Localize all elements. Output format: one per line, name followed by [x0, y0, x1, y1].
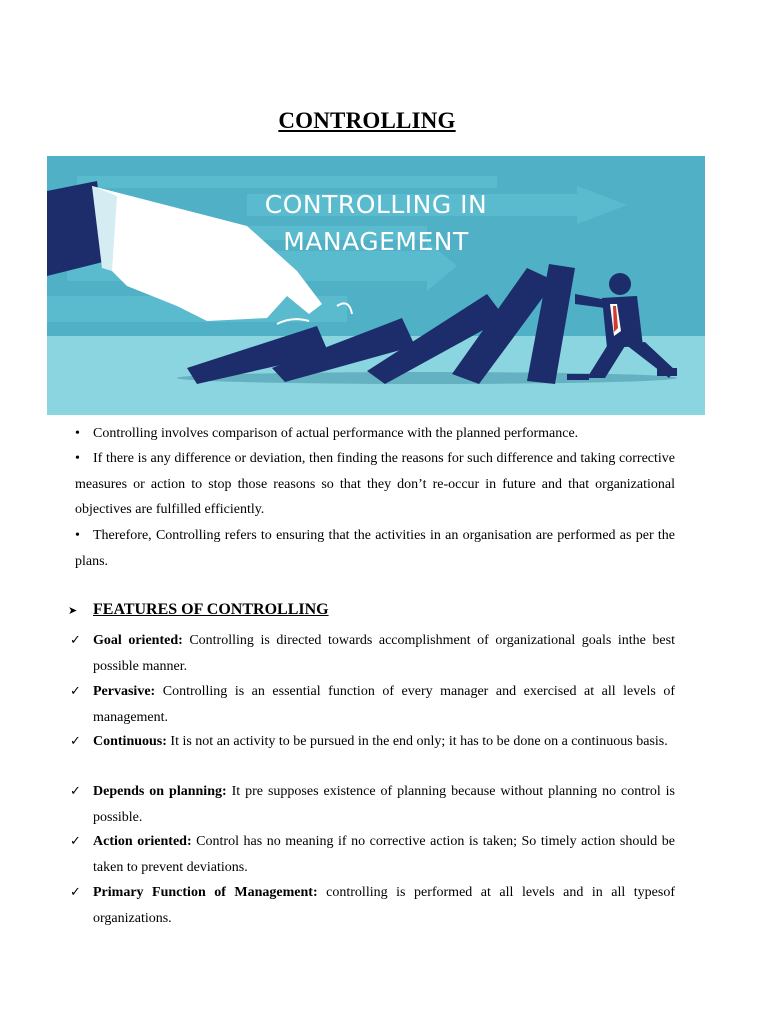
feature-item: ✓ Continuous: It is not an activity to be pursued in the end only; it has to be done on a continuous basis. — [70, 729, 675, 755]
intro-bullet: •Therefore, Controlling refers to ensuring that the activities in an organisation are performed as per the plans. — [75, 523, 675, 574]
features-heading: ➤ FEATURES OF CONTROLLING — [68, 601, 329, 618]
banner-title-line-2: MANAGEMENT — [283, 227, 469, 256]
intro-bullet: •If there is any difference or deviation, then finding the reasons for such difference and taking corrective measures or action to stop those reasons so that they don’t re-occur in future and that organizational objectives are fulfilled efficiently. — [75, 446, 675, 523]
check-icon: ✓ — [70, 684, 81, 699]
check-icon: ✓ — [70, 885, 81, 900]
check-icon: ✓ — [70, 633, 81, 648]
check-icon: ✓ — [70, 734, 81, 749]
bullet-icon — [75, 523, 93, 549]
feature-item: ✓ Pervasive: Controlling is an essential function of every manager and exercised at all levels of management. — [70, 679, 675, 730]
feature-item: ✓ Action oriented: Control has no meaning if no corrective action is taken; So timely action should be taken to prevent deviations. — [70, 829, 675, 880]
page-title: CONTROLLING — [278, 108, 456, 133]
banner-title-line-1: CONTROLLING IN — [264, 190, 488, 219]
feature-item: ✓ Goal oriented: Controlling is directed towards accomplishment of organizational goals inthe best possible manner. — [70, 628, 675, 679]
feature-item: ✓ Depends on planning: It pre supposes existence of planning because without planning no control is possible. — [70, 779, 675, 830]
intro-bullet: •Controlling involves comparison of actual performance with the planned performance. — [75, 421, 675, 447]
bullet-icon — [75, 421, 93, 447]
check-icon: ✓ — [70, 834, 81, 849]
banner-image — [47, 156, 705, 415]
arrow-bullet-icon: ➤ — [68, 604, 78, 617]
check-icon: ✓ — [70, 784, 81, 799]
feature-item: ✓ Primary Function of Management: controlling is performed at all levels and in all typesof organizations. — [70, 880, 675, 931]
bullet-icon — [75, 446, 93, 472]
